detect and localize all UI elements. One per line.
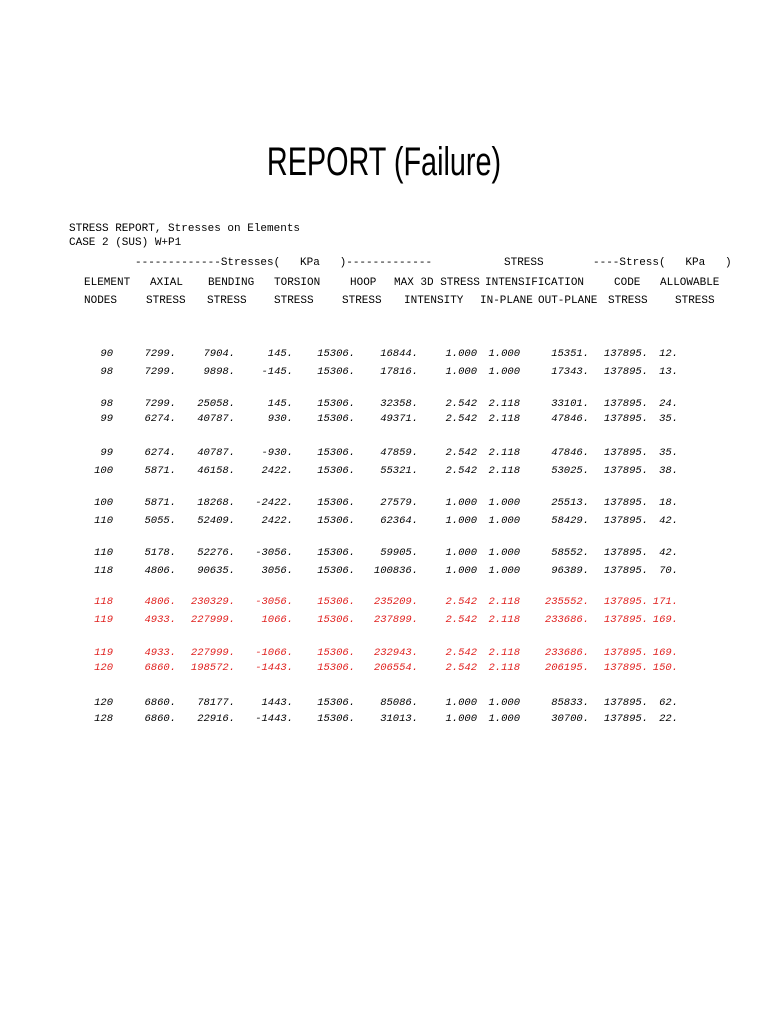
cell-bending: 46158. <box>197 465 235 477</box>
cell-code-stress: 96389. <box>551 565 589 577</box>
cell-axial: 5178. <box>144 547 176 559</box>
cell-bending: 22916. <box>197 713 235 725</box>
table-row <box>0 547 768 561</box>
cell-ratio: 169. <box>652 647 678 659</box>
table-row <box>0 497 768 511</box>
cell-node: 100 <box>94 497 113 509</box>
col-axial-header: AXIAL <box>150 277 184 289</box>
col-element-header: ELEMENT <box>84 277 131 289</box>
table-row <box>0 447 768 461</box>
col-bending-header: BENDING <box>208 277 255 289</box>
cell-node: 90 <box>100 348 113 360</box>
cell-hoop: 15306. <box>317 547 355 559</box>
cell-code-stress: 235552. <box>544 596 589 608</box>
cell-code-stress: 30700. <box>551 713 589 725</box>
cell-bending: 52276. <box>197 547 235 559</box>
cell-allowable: 137895. <box>603 398 648 410</box>
table-row <box>0 348 768 362</box>
cell-ratio: 35. <box>659 447 678 459</box>
cell-max3d: 17816. <box>380 366 418 378</box>
cell-bending: 227999. <box>190 647 235 659</box>
cell-hoop: 15306. <box>317 662 355 674</box>
cell-ratio: 35. <box>659 413 678 425</box>
cell-out-plane: 1.000 <box>488 565 520 577</box>
cell-bending: 25058. <box>197 398 235 410</box>
cell-hoop: 15306. <box>317 713 355 725</box>
cell-max3d: 32358. <box>380 398 418 410</box>
cell-code-stress: 58552. <box>551 547 589 559</box>
cell-code-stress: 17343. <box>551 366 589 378</box>
cell-node: 110 <box>94 515 113 527</box>
cell-bending: 18268. <box>197 497 235 509</box>
cell-code-stress: 15351. <box>551 348 589 360</box>
cell-out-plane: 1.000 <box>488 547 520 559</box>
cell-hoop: 15306. <box>317 515 355 527</box>
cell-torsion: 1066. <box>261 614 293 626</box>
cell-out-plane: 1.000 <box>488 348 520 360</box>
col-intensification-header: INTENSIFICATION <box>485 277 585 289</box>
cell-hoop: 15306. <box>317 348 355 360</box>
cell-out-plane: 2.118 <box>488 614 520 626</box>
col-hoop-stress-header: STRESS <box>342 295 382 307</box>
col-code-stress-header: STRESS <box>608 295 648 307</box>
cell-allowable: 137895. <box>603 662 648 674</box>
cell-in-plane: 2.542 <box>445 447 477 459</box>
cell-code-stress: 233686. <box>544 614 589 626</box>
cell-hoop: 15306. <box>317 366 355 378</box>
cell-in-plane: 2.542 <box>445 614 477 626</box>
table-row <box>0 366 768 380</box>
cell-torsion: 3056. <box>261 565 293 577</box>
cell-torsion: 1443. <box>261 697 293 709</box>
col-torsion-stress-header: STRESS <box>274 295 314 307</box>
table-row <box>0 413 768 427</box>
cell-axial: 4806. <box>144 565 176 577</box>
cell-code-stress: 25513. <box>551 497 589 509</box>
col-nodes-header: NODES <box>84 295 118 307</box>
cell-out-plane: 2.118 <box>488 596 520 608</box>
col-hoop-header: HOOP <box>350 277 377 289</box>
cell-axial: 5871. <box>144 497 176 509</box>
cell-node: 99 <box>100 413 113 425</box>
cell-allowable: 137895. <box>603 647 648 659</box>
cell-axial: 6274. <box>144 413 176 425</box>
cell-out-plane: 1.000 <box>488 497 520 509</box>
cell-torsion: 2422. <box>261 465 293 477</box>
cell-axial: 5055. <box>144 515 176 527</box>
cell-in-plane: 2.542 <box>445 465 477 477</box>
cell-code-stress: 233686. <box>544 647 589 659</box>
cell-out-plane: 2.118 <box>488 662 520 674</box>
cell-bending: 90635. <box>197 565 235 577</box>
cell-in-plane: 2.542 <box>445 596 477 608</box>
cell-out-plane: 2.118 <box>488 398 520 410</box>
stresses-group-header: -------------Stresses( KPa )------------- <box>135 257 433 269</box>
cell-code-stress: 85833. <box>551 697 589 709</box>
cell-axial: 7299. <box>144 398 176 410</box>
cell-code-stress: 33101. <box>551 398 589 410</box>
cell-max3d: 85086. <box>380 697 418 709</box>
cell-axial: 6860. <box>144 697 176 709</box>
cell-ratio: 18. <box>659 497 678 509</box>
cell-torsion: 145. <box>267 398 293 410</box>
cell-max3d: 27579. <box>380 497 418 509</box>
cell-ratio: 38. <box>659 465 678 477</box>
cell-axial: 4806. <box>144 596 176 608</box>
cell-torsion: -3056. <box>255 547 293 559</box>
cell-ratio: 171. <box>652 596 678 608</box>
cell-torsion: -1443. <box>255 713 293 725</box>
col-allowable-header: ALLOWABLE <box>660 277 720 289</box>
report-title: REPORT (Failure) <box>266 140 502 184</box>
table-row <box>0 662 768 676</box>
cell-ratio: 42. <box>659 547 678 559</box>
cell-axial: 4933. <box>144 614 176 626</box>
cell-out-plane: 2.118 <box>488 647 520 659</box>
cell-torsion: 930. <box>267 413 293 425</box>
cell-max3d: 16844. <box>380 348 418 360</box>
cell-max3d: 55321. <box>380 465 418 477</box>
cell-node: 100 <box>94 465 113 477</box>
cell-hoop: 15306. <box>317 497 355 509</box>
cell-out-plane: 1.000 <box>488 713 520 725</box>
cell-hoop: 15306. <box>317 398 355 410</box>
cell-allowable: 137895. <box>603 465 648 477</box>
col-bending-stress-header: STRESS <box>207 295 247 307</box>
cell-out-plane: 2.118 <box>488 447 520 459</box>
cell-bending: 40787. <box>197 413 235 425</box>
cell-torsion: -930. <box>261 447 293 459</box>
cell-in-plane: 2.542 <box>445 398 477 410</box>
table-row <box>0 647 768 661</box>
col-inplane-header: IN-PLANE <box>480 295 533 307</box>
cell-bending: 78177. <box>197 697 235 709</box>
cell-allowable: 137895. <box>603 348 648 360</box>
cell-allowable: 137895. <box>603 713 648 725</box>
cell-code-stress: 58429. <box>551 515 589 527</box>
cell-axial: 4933. <box>144 647 176 659</box>
cell-out-plane: 1.000 <box>488 697 520 709</box>
cell-node: 120 <box>94 697 113 709</box>
cell-max3d: 62364. <box>380 515 418 527</box>
table-row <box>0 596 768 610</box>
table-row <box>0 515 768 529</box>
cell-hoop: 15306. <box>317 447 355 459</box>
cell-hoop: 15306. <box>317 697 355 709</box>
cell-node: 119 <box>94 614 113 626</box>
cell-ratio: 70. <box>659 565 678 577</box>
table-row <box>0 713 768 727</box>
col-axial-stress-header: STRESS <box>146 295 186 307</box>
cell-allowable: 137895. <box>603 547 648 559</box>
col-allowable-stress-header: STRESS <box>675 295 715 307</box>
cell-in-plane: 2.542 <box>445 662 477 674</box>
cell-torsion: -2422. <box>255 497 293 509</box>
cell-max3d: 59905. <box>380 547 418 559</box>
cell-code-stress: 53025. <box>551 465 589 477</box>
cell-in-plane: 1.000 <box>445 366 477 378</box>
table-row <box>0 565 768 579</box>
cell-node: 128 <box>94 713 113 725</box>
cell-ratio: 24. <box>659 398 678 410</box>
stress-group-header: STRESS <box>504 257 544 269</box>
cell-max3d: 232943. <box>373 647 418 659</box>
cell-ratio: 13. <box>659 366 678 378</box>
cell-in-plane: 2.542 <box>445 647 477 659</box>
cell-in-plane: 1.000 <box>445 547 477 559</box>
cell-ratio: 22. <box>659 713 678 725</box>
cell-ratio: 12. <box>659 348 678 360</box>
cell-hoop: 15306. <box>317 614 355 626</box>
cell-allowable: 137895. <box>603 697 648 709</box>
cell-max3d: 100836. <box>373 565 418 577</box>
cell-out-plane: 1.000 <box>488 366 520 378</box>
table-row <box>0 465 768 479</box>
cell-allowable: 137895. <box>603 366 648 378</box>
cell-bending: 227999. <box>190 614 235 626</box>
table-row <box>0 398 768 412</box>
cell-torsion: 2422. <box>261 515 293 527</box>
cell-in-plane: 1.000 <box>445 713 477 725</box>
cell-allowable: 137895. <box>603 565 648 577</box>
cell-code-stress: 47846. <box>551 447 589 459</box>
cell-allowable: 137895. <box>603 614 648 626</box>
cell-axial: 7299. <box>144 348 176 360</box>
cell-node: 118 <box>94 596 113 608</box>
cell-hoop: 15306. <box>317 647 355 659</box>
cell-axial: 5871. <box>144 465 176 477</box>
cell-ratio: 62. <box>659 697 678 709</box>
cell-code-stress: 47846. <box>551 413 589 425</box>
cell-torsion: 145. <box>267 348 293 360</box>
cell-in-plane: 1.000 <box>445 697 477 709</box>
cell-torsion: -1066. <box>255 647 293 659</box>
cell-max3d: 49371. <box>380 413 418 425</box>
cell-max3d: 47859. <box>380 447 418 459</box>
cell-torsion: -3056. <box>255 596 293 608</box>
report-heading: STRESS REPORT, Stresses on Elements <box>69 223 301 235</box>
cell-max3d: 206554. <box>373 662 418 674</box>
cell-allowable: 137895. <box>603 447 648 459</box>
cell-bending: 230329. <box>190 596 235 608</box>
cell-max3d: 31013. <box>380 713 418 725</box>
cell-ratio: 42. <box>659 515 678 527</box>
cell-code-stress: 206195. <box>544 662 589 674</box>
cell-max3d: 235209. <box>373 596 418 608</box>
cell-in-plane: 1.000 <box>445 515 477 527</box>
cell-in-plane: 1.000 <box>445 497 477 509</box>
cell-axial: 7299. <box>144 366 176 378</box>
cell-allowable: 137895. <box>603 596 648 608</box>
cell-axial: 6274. <box>144 447 176 459</box>
cell-out-plane: 2.118 <box>488 465 520 477</box>
cell-allowable: 137895. <box>603 497 648 509</box>
cell-allowable: 137895. <box>603 413 648 425</box>
cell-bending: 198572. <box>190 662 235 674</box>
col-torsion-header: TORSION <box>274 277 321 289</box>
cell-ratio: 150. <box>652 662 678 674</box>
cell-max3d: 237899. <box>373 614 418 626</box>
cell-hoop: 15306. <box>317 565 355 577</box>
table-row <box>0 697 768 711</box>
cell-hoop: 15306. <box>317 413 355 425</box>
col-outplane-header: OUT-PLANE <box>538 295 598 307</box>
cell-hoop: 15306. <box>317 596 355 608</box>
cell-node: 118 <box>94 565 113 577</box>
cell-in-plane: 1.000 <box>445 348 477 360</box>
cell-node: 99 <box>100 447 113 459</box>
cell-torsion: -1443. <box>255 662 293 674</box>
load-case: CASE 2 (SUS) W+P1 <box>69 237 182 249</box>
cell-out-plane: 1.000 <box>488 515 520 527</box>
cell-in-plane: 1.000 <box>445 565 477 577</box>
cell-ratio: 169. <box>652 614 678 626</box>
cell-axial: 6860. <box>144 662 176 674</box>
col-max3d-header: MAX 3D STRESS <box>394 277 480 289</box>
cell-bending: 52409. <box>197 515 235 527</box>
cell-allowable: 137895. <box>603 515 648 527</box>
col-code-header: CODE <box>614 277 641 289</box>
table-row <box>0 614 768 628</box>
cell-torsion: -145. <box>261 366 293 378</box>
cell-node: 120 <box>94 662 113 674</box>
cell-bending: 40787. <box>197 447 235 459</box>
cell-in-plane: 2.542 <box>445 413 477 425</box>
col-intensity-header: INTENSITY <box>404 295 464 307</box>
cell-node: 98 <box>100 366 113 378</box>
cell-node: 119 <box>94 647 113 659</box>
cell-out-plane: 2.118 <box>488 413 520 425</box>
cell-node: 98 <box>100 398 113 410</box>
code-stress-group-header: ----Stress( KPa ) <box>593 257 732 269</box>
cell-bending: 7904. <box>203 348 235 360</box>
cell-node: 110 <box>94 547 113 559</box>
cell-bending: 9898. <box>203 366 235 378</box>
cell-axial: 6860. <box>144 713 176 725</box>
cell-hoop: 15306. <box>317 465 355 477</box>
